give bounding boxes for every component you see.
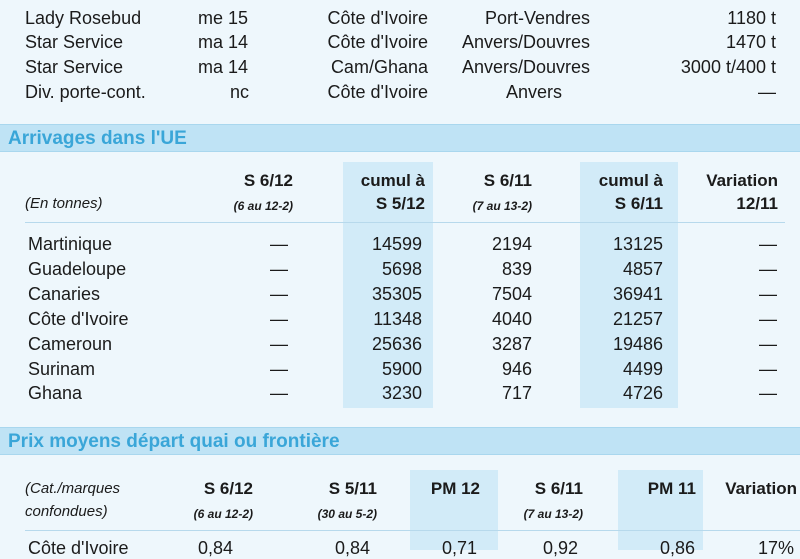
cell-variation: —: [759, 383, 777, 403]
cell-s612: —: [270, 259, 288, 279]
row-country: Martinique: [28, 234, 113, 254]
col-subheader-s611: (7 au 13-2): [472, 199, 532, 213]
row-country: Côte d'Ivoire: [28, 538, 129, 558]
cell-variation: —: [759, 284, 777, 304]
cell-s612: 0,84: [197, 538, 233, 558]
unit-label: (En tonnes): [25, 195, 103, 212]
cell-s612: —: [270, 334, 288, 354]
prices-header-divider: [25, 530, 800, 531]
row-country: Côte d'Ivoire: [28, 309, 129, 329]
cell-pm11: 0,86: [659, 538, 695, 558]
col-subheader-s511: (30 au 5-2): [317, 507, 377, 521]
ship-dest: Anvers/Douvres: [461, 57, 590, 77]
ship-dest: Anvers: [505, 82, 562, 102]
cell-s511: 0,84: [334, 538, 370, 558]
cell-variation: —: [759, 359, 777, 379]
cell-s611: 839: [501, 259, 532, 279]
ship-name: Div. porte-cont.: [25, 82, 146, 102]
cell-s611: 946: [501, 359, 532, 379]
cell-s611: 4040: [491, 309, 532, 329]
unit-label-a: (Cat./marques: [25, 480, 121, 497]
cell-variation: —: [759, 259, 777, 279]
ship-origin: Côte d'Ivoire: [327, 8, 428, 28]
cell-pm12: 0,71: [441, 538, 477, 558]
cell-variation: —: [759, 309, 777, 329]
header-divider: [25, 222, 785, 223]
col-header-cumul512-b: S 5/12: [375, 194, 425, 213]
cell-variation: —: [759, 334, 777, 354]
ship-qty: 1470 t: [725, 32, 776, 52]
cell-s611: 717: [501, 383, 532, 403]
col-header-s611: S 6/11: [534, 479, 583, 498]
cell-variation: 17%: [757, 538, 794, 558]
col-header-s612: S 6/12: [243, 171, 293, 190]
cell-s611: 3287: [491, 334, 532, 354]
col-header-s612: S 6/12: [203, 479, 253, 498]
cell-s611: 0,92: [542, 538, 578, 558]
col-subheader-s612: (6 au 12-2): [193, 507, 253, 521]
col-header-cumul611-a: cumul à: [598, 171, 663, 190]
unit-label-b: confondues): [25, 503, 108, 520]
ship-origin: Côte d'Ivoire: [327, 32, 428, 52]
cell-s612: —: [270, 284, 288, 304]
ship-name: Star Service: [25, 32, 124, 52]
ship-date: ma 14: [198, 57, 249, 77]
col-header-variation-b: 12/11: [736, 194, 778, 213]
ship-qty: 3000 t/400 t: [680, 57, 776, 77]
ship-qty: 1180 t: [727, 8, 776, 28]
cell-cumul611: 19486: [612, 334, 663, 354]
section-title-prices: Prix moyens départ quai ou frontière: [0, 427, 800, 455]
col-header-s611: S 6/11: [483, 171, 532, 190]
cell-variation: —: [759, 234, 777, 254]
cell-cumul611: 4857: [622, 259, 663, 279]
cell-cumul611: 4726: [622, 383, 663, 403]
ship-date: me 15: [198, 8, 249, 28]
col-header-variation-a: Variation: [706, 171, 778, 190]
row-country: Ghana: [28, 383, 83, 403]
col-subheader-s611: (7 au 13-2): [523, 507, 583, 521]
ship-date: ma 14: [198, 32, 249, 52]
row-country: Canaries: [28, 284, 101, 304]
cell-cumul512: 5698: [381, 259, 422, 279]
cell-cumul611: 4499: [622, 359, 663, 379]
cell-s612: —: [270, 359, 288, 379]
ship-dest: Port-Vendres: [484, 8, 590, 28]
cell-cumul512: 25636: [371, 334, 422, 354]
col-header-pm11: PM 11: [647, 479, 696, 498]
ship-dest: Anvers/Douvres: [461, 32, 590, 52]
cell-s612: —: [270, 383, 288, 403]
col-subheader-s612: (6 au 12-2): [233, 199, 293, 213]
cell-cumul611: 36941: [612, 284, 663, 304]
col-header-s511: S 5/11: [328, 479, 377, 498]
ship-name: Star Service: [25, 57, 124, 77]
ship-date: nc: [230, 82, 250, 102]
ship-origin: Côte d'Ivoire: [327, 82, 428, 102]
col-header-cumul512-a: cumul à: [360, 171, 425, 190]
cell-s611: 2194: [491, 234, 532, 254]
row-country: Surinam: [28, 359, 96, 379]
section-title-arrivals: Arrivages dans l'UE: [0, 124, 800, 152]
ship-name: Lady Rosebud: [25, 8, 142, 28]
col-header-pm12: PM 12: [430, 479, 480, 498]
cell-cumul512: 5900: [381, 359, 422, 379]
col-header-variation: Variation: [725, 479, 797, 498]
col-header-cumul611-b: S 6/11: [614, 194, 663, 213]
cell-s611: 7504: [491, 284, 532, 304]
ship-origin: Cam/Ghana: [330, 57, 428, 77]
cell-cumul611: 13125: [612, 234, 663, 254]
cell-s612: —: [270, 234, 288, 254]
cell-cumul512: 14599: [371, 234, 422, 254]
row-country: Cameroun: [28, 334, 113, 354]
cell-cumul512: 3230: [381, 383, 422, 403]
cell-cumul512: 35305: [371, 284, 422, 304]
row-country: Guadeloupe: [28, 259, 127, 279]
cell-cumul611: 21257: [612, 309, 663, 329]
cell-s612: —: [270, 309, 288, 329]
cell-cumul512: 11348: [373, 309, 422, 329]
ship-qty: —: [758, 82, 776, 102]
